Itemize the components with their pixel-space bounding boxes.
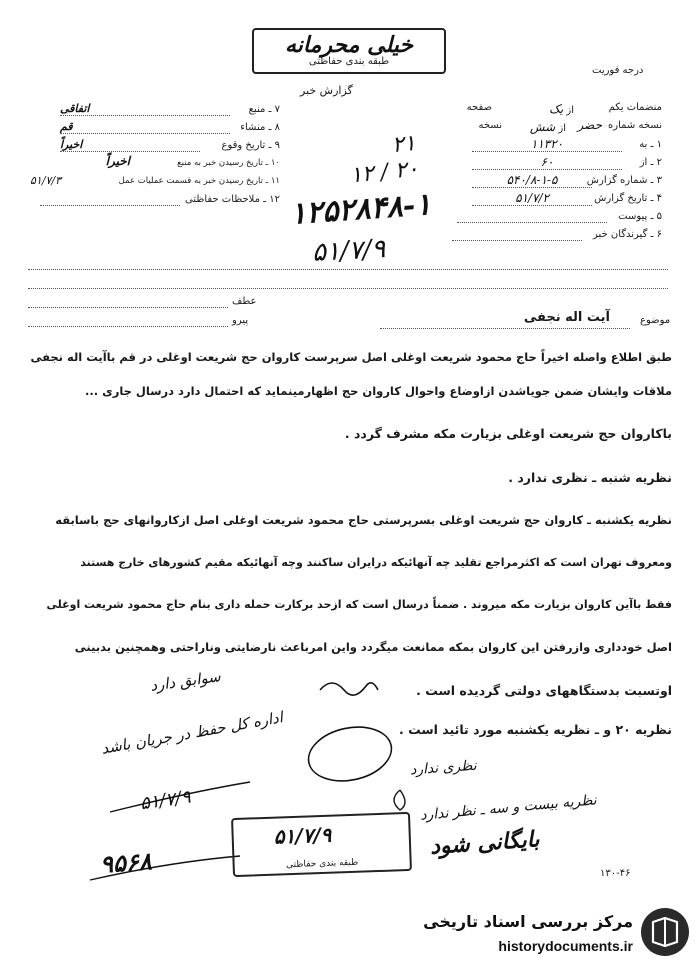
- field-origin-label: ۸ ـ منشاء: [240, 122, 280, 133]
- field-received-source-value: اخیراً: [105, 154, 130, 168]
- field-from-value: ۶۰: [472, 155, 622, 170]
- field-copy-number: [608, 120, 662, 131]
- classification-stamp: [252, 28, 446, 74]
- field-report-number-label: ۳ ـ شماره گزارش: [586, 175, 662, 186]
- body-line-7: فقط باآین کاروان بزیارت مکه میروند . ضمناً درسال است که ازحد برکارت حمله داری بنام حاج محمود شریعت اوغلی: [46, 598, 672, 611]
- field-origin-value: قم: [60, 120, 230, 134]
- footer-org-name: مرکز بررسی اسناد تاریخی: [423, 912, 633, 931]
- bottom-stamp-date: ۵۱/۷/۹: [273, 822, 332, 849]
- field-copy-label: نسخه شماره: [608, 120, 662, 131]
- field-occurrence-date-value: اخیراً: [60, 138, 200, 152]
- form-code: ۱۳۰-۴۶: [600, 868, 631, 879]
- classification-stamp-subtitle: طبقه بندی حفاظتی: [308, 56, 390, 67]
- divider-line-2: [28, 288, 668, 289]
- field-copy-end: نسخه: [478, 120, 502, 131]
- field-from-label: ۲ ـ از: [639, 157, 662, 168]
- field-recipients-label: ۶ ـ گیرندگان خبر: [592, 229, 662, 240]
- bottom-stamp-sub: طبقه بندی حفاظتی: [285, 857, 359, 871]
- field-copy-total: شش: [529, 120, 556, 134]
- field-copy-value: حضر: [577, 118, 602, 132]
- field-copy-from: [530, 120, 566, 134]
- field-security-notes-line: [40, 205, 180, 206]
- margin-sig-note-2: نظریه بیست و سه ـ نظر ندارد: [419, 792, 598, 824]
- handwritten-big-number: ۱۲۵۲۸۴۸-۱: [288, 187, 433, 232]
- field-enclosure: [609, 102, 662, 113]
- margin-note-5-number: ۹۵۶۸: [99, 846, 153, 879]
- handwritten-ref-top: ۲۱: [390, 130, 417, 159]
- label-peyro: پیرو: [232, 315, 249, 326]
- body-line-5: نظریه یکشنبه ـ کاروان حج شریعت اوغلی بسرپرستی حاج محمود شریعت اوغلی اصل ازکاروانهای حج باسابقه: [55, 513, 672, 527]
- field-enclosure-value: یک: [549, 102, 564, 116]
- urgency-label: درجه فوریت: [592, 65, 644, 76]
- body-line-4: نظریه شنبه ـ نظری ندارد .: [508, 470, 672, 485]
- subject-value: آیت اله نجفی: [523, 310, 610, 325]
- handwritten-date-big: ۵۱/۷/۹: [311, 234, 387, 268]
- margin-sig-note: نظری ندارد: [409, 757, 478, 779]
- field-attachment-label: ۵ ـ پیوست: [618, 211, 662, 222]
- body-line-9: اوتسبت بدستگاههای دولتی گردیده است .: [416, 683, 672, 698]
- body-line-3: باکاروان حج شریعت اوغلی بزیارت مکه مشرف گردد .: [344, 426, 672, 441]
- body-line-1: طبق اطلاع واصله اخیراً حاج محمود شریعت اوغلی اصل سرپرست کاروان حج شریعت اوغلی در قم باآیت اله نجفی: [30, 350, 672, 364]
- field-to-label: ۱ ـ به: [639, 139, 662, 150]
- divider-line-1: [28, 269, 668, 270]
- field-security-notes-label: ۱۲ ـ ملاحظات حفاظتی: [185, 194, 280, 205]
- line-peyro: [28, 326, 228, 327]
- line-atf: [28, 307, 228, 308]
- field-enclosure-label: منضمات یکم: [608, 102, 662, 113]
- field-to-value: ۱۱۳۲۰: [472, 137, 622, 152]
- body-line-10: نظریه ۲۰ و ـ نظریه یکشنبه مورد تائید است .: [399, 722, 672, 737]
- margin-note-4-date: ۵۱/۷/۹: [138, 786, 193, 815]
- margin-note-1: سوابق دارد: [149, 667, 222, 695]
- footer-url: historydocuments.ir: [498, 938, 633, 954]
- bottom-stamp: [231, 812, 412, 877]
- field-enclosure-from: از: [566, 105, 574, 116]
- field-copy-from-label: از: [558, 123, 566, 134]
- margin-note-archive: بایگانی شود: [429, 826, 541, 860]
- handwritten-ref-slash: ۱۲ / ۲۰: [348, 156, 420, 189]
- subject-line: [380, 328, 630, 329]
- field-attachment-line: [457, 222, 607, 223]
- report-title: گزارش خبر: [300, 84, 353, 97]
- field-source-label: ۷ ـ منبع: [248, 104, 280, 115]
- footer-logo-icon: [639, 906, 691, 958]
- subject-label: موضوع: [640, 315, 671, 326]
- body-line-6: ومعروف تهران است که اکثرمراجع تقلید چه آنهائیکه درایران ساکنند وچه آنهائیکه مقیم کشورهای خارج هستند: [80, 556, 672, 569]
- field-recipients-line: [452, 240, 582, 241]
- field-enclosure-mid: [549, 102, 574, 116]
- classification-stamp-title: خیلی محرمانه: [284, 32, 414, 58]
- field-report-date-label: ۴ ـ تاریخ گزارش: [594, 193, 662, 204]
- field-received-source-label: ۱۰ ـ تاریخ رسیدن خبر به منبع: [177, 158, 280, 168]
- field-occurrence-date-label: ۹ ـ تاریخ وقوع: [221, 140, 280, 151]
- footer-logo-area: [405, 900, 695, 970]
- field-report-date-value: ۵۱/۷/۲: [472, 191, 592, 206]
- field-enclosure-end: صفحه: [466, 102, 492, 113]
- field-received-ops-value: ۵۱/۷/۳: [30, 174, 62, 187]
- margin-note-2: اداره کل حفظ در جریان باشد: [99, 708, 285, 758]
- body-line-8: اصل خودداری وازرفتن این کاروان بمکه ممانعت میگردد واین امرباعث نارضایتی وناراحتی وهمچنین بدبینی: [74, 640, 672, 654]
- field-source-value: اتفاقی: [60, 102, 230, 116]
- signature-loop: [394, 790, 405, 810]
- field-received-ops-label: ۱۱ ـ تاریخ رسیدن خبر به قسمت عملیات عمل: [118, 176, 280, 186]
- field-report-number-value: ۵۴۰/۸-۱-۵: [472, 173, 592, 188]
- label-atf: عطف: [232, 296, 257, 307]
- body-line-2: ملاقات وایشان ضمن جویاشدن ازاوضاع واحوال کاروان حج اظهارمینماید که احتمال دارد درسال جاری ...: [85, 384, 672, 398]
